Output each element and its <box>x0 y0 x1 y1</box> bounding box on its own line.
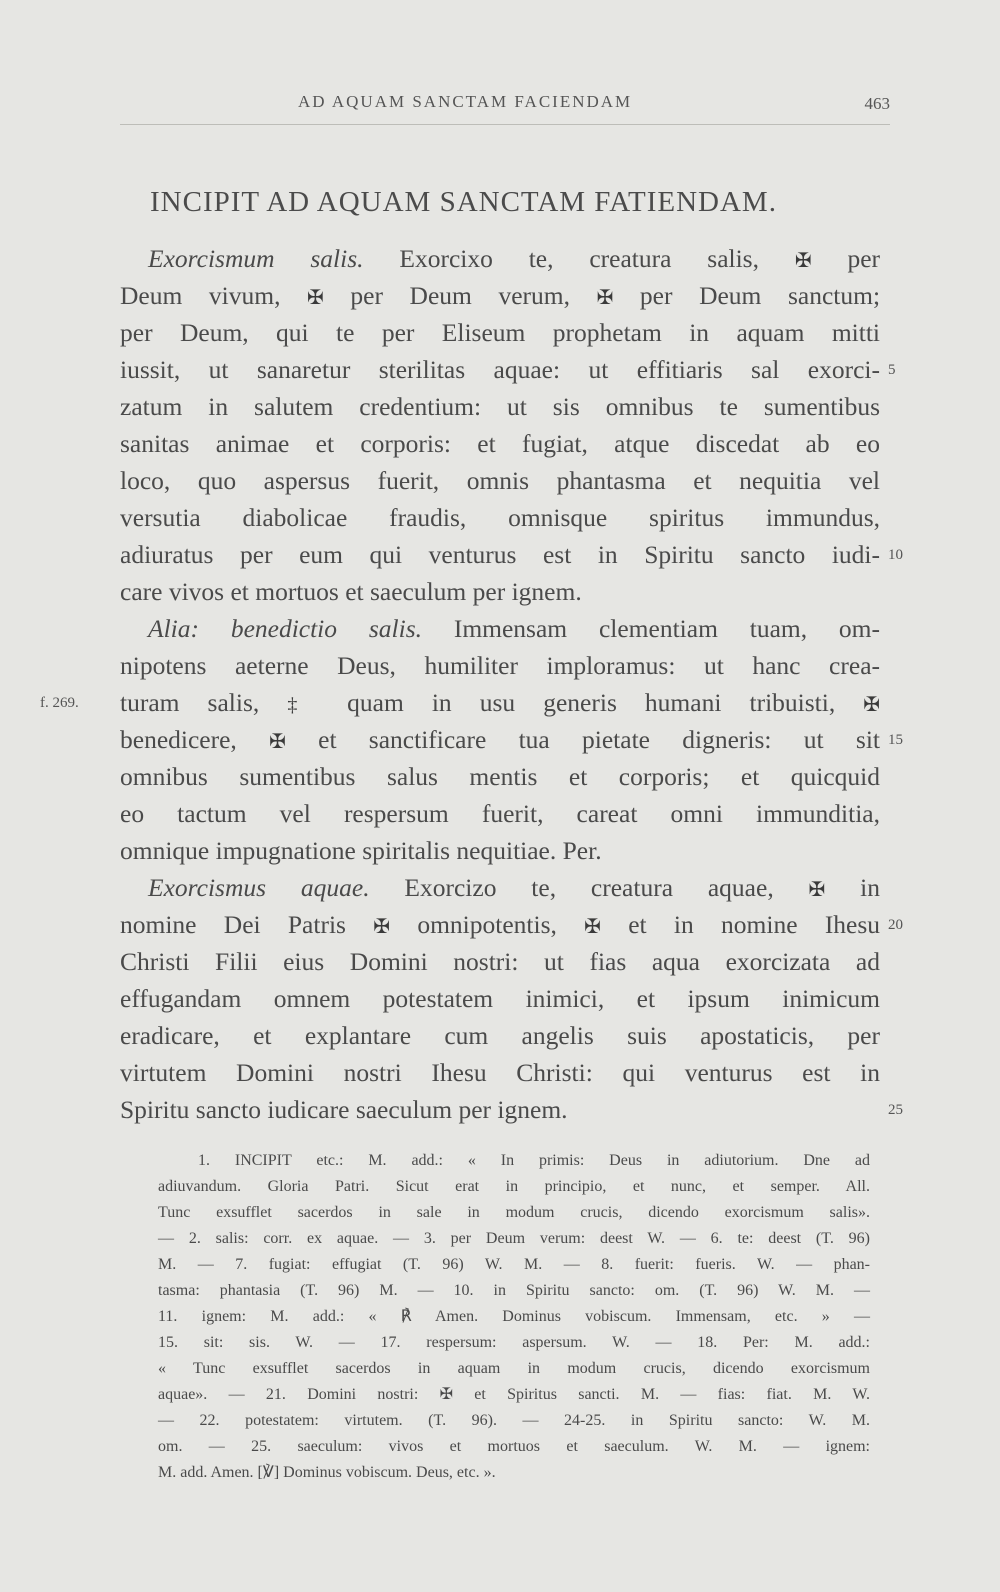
text-line: Deum vivum, ✠ per Deum verum, ✠ per Deum sanctum; <box>120 281 881 310</box>
text-line: per Deum, qui te per Eliseum prophetam in aquam mitti <box>120 318 880 347</box>
footnote-line: tasma: phantasia (T. 96) M. — 10. in Spiritu sancto: om. (T. 96) W. M. — <box>158 1282 870 1299</box>
footnote-line: — 2. salis: corr. ex aquae. — 3. per Deum verum: deest W. — 6. te: deest (T. 96) <box>158 1230 870 1247</box>
cross-icon: ✠ <box>373 916 391 938</box>
text-line: zatum in salutem credentium: ut sis omnibus te sumentibus <box>120 392 880 421</box>
text-line: Alia: benedictio salis. Immensam clementiam tuam, om- <box>148 614 880 643</box>
text-line: sanitas animae et corporis: et fugiat, atque discedat ab eo <box>120 429 880 458</box>
footnote-line: 11. ignem: M. add.: « ℟ Amen. Dominus vobiscum. Immensam, etc. » — <box>158 1308 870 1325</box>
line-number: 10 <box>888 547 903 563</box>
dagger-icon: ‡ <box>287 694 320 716</box>
rubric: Exorcismus aquae. <box>148 873 370 902</box>
rubric: Exorcismum salis. <box>148 244 364 273</box>
text-line: Spiritu sancto iudicare saeculum per ignem. <box>120 1095 568 1124</box>
footnote-line: 1. INCIPIT etc.: M. add.: « In primis: Deus in adiutorium. Dne ad <box>198 1152 870 1169</box>
text-line: eradicare, et explantare cum angelis suis apostaticis, per <box>120 1021 880 1050</box>
footnote-line: M. — 7. fugiat: effugiat (T. 96) W. M. — 8. fuerit: fueris. W. — phan- <box>158 1256 870 1273</box>
cross-icon: ✠ <box>808 879 826 901</box>
cross-icon: ✠ <box>269 731 286 753</box>
text-line: loco, quo aspersus fuerit, omnis phantasma et nequitia vel <box>120 466 880 495</box>
cross-icon: ✠ <box>584 916 601 938</box>
text-line: Exorcismum salis. Exorcixo te, creatura salis, ✠ per <box>148 244 881 273</box>
footnote-line: aquae». — 21. Domini nostri: ✠ et Spiritus sancti. M. — fias: fiat. M. W. <box>158 1386 870 1403</box>
rubric: Alia: benedictio salis. <box>148 614 422 643</box>
footnote-line: — 22. potestatem: virtutem. (T. 96). — 24-25. in Spiritu sancto: W. M. <box>158 1412 870 1429</box>
line-number: 15 <box>888 732 903 748</box>
text-line: omnibus sumentibus salus mentis et corporis; et quicquid <box>120 762 880 791</box>
cross-icon: ✠ <box>307 287 324 309</box>
running-head <box>120 92 890 122</box>
footnote-line: « Tunc exsufflet sacerdos in aquam in modum crucis, dicendo exorcismum <box>158 1360 870 1377</box>
text-line: nipotens aeterne Deus, humiliter imploramus: ut hanc crea- <box>120 651 880 680</box>
line-number: 5 <box>888 362 896 378</box>
footnote-line: adiuvandum. Gloria Patri. Sicut erat in principio, et nunc, et semper. All. <box>158 1178 870 1195</box>
folio-marker: f. 269. <box>40 695 79 711</box>
text-line: eo tactum vel respersum fuerit, careat omni immunditia, <box>120 799 880 828</box>
line-number: 20 <box>888 917 903 933</box>
text-line: Exorcismus aquae. Exorcizo te, creatura aquae, ✠ in <box>148 873 880 902</box>
running-title: AD AQUAM SANCTAM FACIENDAM <box>298 92 633 111</box>
text-line: omnique impugnatione spiritalis nequitiae. Per. <box>120 836 602 865</box>
footnote-line: om. — 25. saeculum: vivos et mortuos et saeculum. W. M. — ignem: <box>158 1438 870 1455</box>
footnote-line: 15. sit: sis. W. — 17. respersum: aspersum. W. — 18. Per: M. add.: <box>158 1334 870 1351</box>
text-line: Christi Filii eius Domini nostri: ut fias aqua exorcizata ad <box>120 947 880 976</box>
line-number: 25 <box>888 1102 903 1118</box>
footnote-line: M. add. Amen. [℣] Dominus vobiscum. Deus, etc. ». <box>158 1464 496 1481</box>
page-number: 463 <box>864 94 890 113</box>
text-line: adiuratus per eum qui venturus est in Spiritu sancto iudi- <box>120 540 880 569</box>
text-line: turam salis, ‡ quam in usu generis humani tribuisti, ✠ <box>120 688 881 717</box>
text-line: nomine Dei Patris ✠ omnipotentis, ✠ et in nomine Ihesu <box>120 910 881 939</box>
cross-icon: ✠ <box>596 287 614 309</box>
footnote-line: Tunc exsufflet sacerdos in sale in modum crucis, dicendo exorcismum salis». <box>158 1204 870 1221</box>
cross-icon: ✠ <box>794 250 812 272</box>
text-line: iussit, ut sanaretur sterilitas aquae: ut effitiaris sal exorci- <box>120 355 880 384</box>
text-line: care vivos et mortuos et saeculum per ignem. <box>120 577 582 606</box>
text-line: benedicere, ✠ et sanctificare tua pietate digneris: ut sit <box>120 725 880 754</box>
section-title: INCIPIT AD AQUAM SANCTAM FATIENDAM. <box>150 186 777 218</box>
cross-icon: ✠ <box>863 694 881 716</box>
text-line: effugandam omnem potestatem inimici, et ipsum inimicum <box>120 984 880 1013</box>
text-line: virtutem Domini nostri Ihesu Christi: qui venturus est in <box>120 1058 880 1087</box>
text-line: versutia diabolicae fraudis, omnisque spiritus immundus, <box>120 503 880 532</box>
header-rule <box>120 124 890 125</box>
